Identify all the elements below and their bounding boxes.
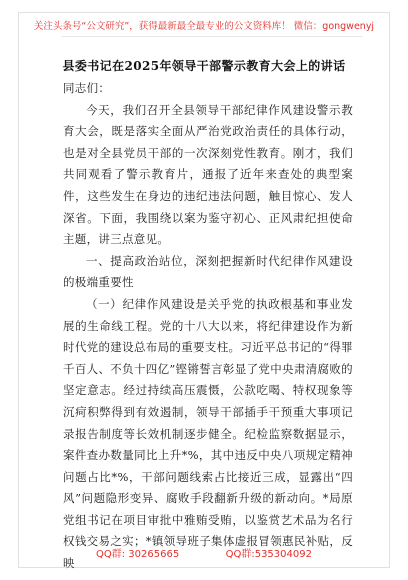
salutation: 同志们： <box>63 81 111 95</box>
paragraph-intro: 今天，我们召开全县领导干部纪律作风建设警示教育大会，既是落实全面从严治党政治责任的具体行动，也是对全县党员干部的一次深刻党性教育。刚才，我们共同观看了警示教育片，通报了近年来查处的典型案件，这些发生在身边的违纪违法问题，触目惊心、发人深省。下面，我围绕以案为鉴守初心、正风肃纪担使命主题，讲三点意见。 <box>63 102 353 247</box>
paragraph-section-1-1: （一）纪律作风建设是关乎党的执政根基和事业发展的生命线工程。党的十八大以来，将纪律建设作为新时代党的建设总布局的重要支柱。习近平总书记的“得罪千百人、不负十四亿”铿锵誓言彰显了党中央肃清腐败的坚定意志。经过持续高压震慑，公款吃喝、特权现象等沉疴积弊得到有效遏制，领导干部插手干预重大事项记录报告制度等长效机制逐步健全。纪检监察数据显示，案件查办数量同比上升*%，其中违反中央八项规定精神问题占比*%，干部问题线索占比接近三成，显露出“四风”问题隐形变异、腐败手段翻新升级的新动向。*局原党组书记在项目审批中雅贿受贿，以鉴赏艺术品为名行权钱交易之实；*镇领导班子集体虚报冒领惠民补贴，反映 <box>63 296 353 571</box>
document-body <box>63 78 353 575</box>
footer-qq-group-1: QQ群: 30265665 <box>96 549 180 560</box>
section-heading-1: 一、提高政治站位，深刻把握新时代纪律作风建设的极端重要性 <box>63 253 353 290</box>
document-title: 县委书记在2025年领导干部警示教育大会上的讲话 <box>62 59 346 73</box>
header-divider <box>62 36 362 37</box>
header-promo-note: 关注头条号“公文研究”，获得最新最全最专业的公文资料库！ 微信：gongwenyj <box>33 21 375 32</box>
footer-contact <box>0 545 408 560</box>
footer-qq-group-2: QQ群:535304092 <box>225 549 312 560</box>
